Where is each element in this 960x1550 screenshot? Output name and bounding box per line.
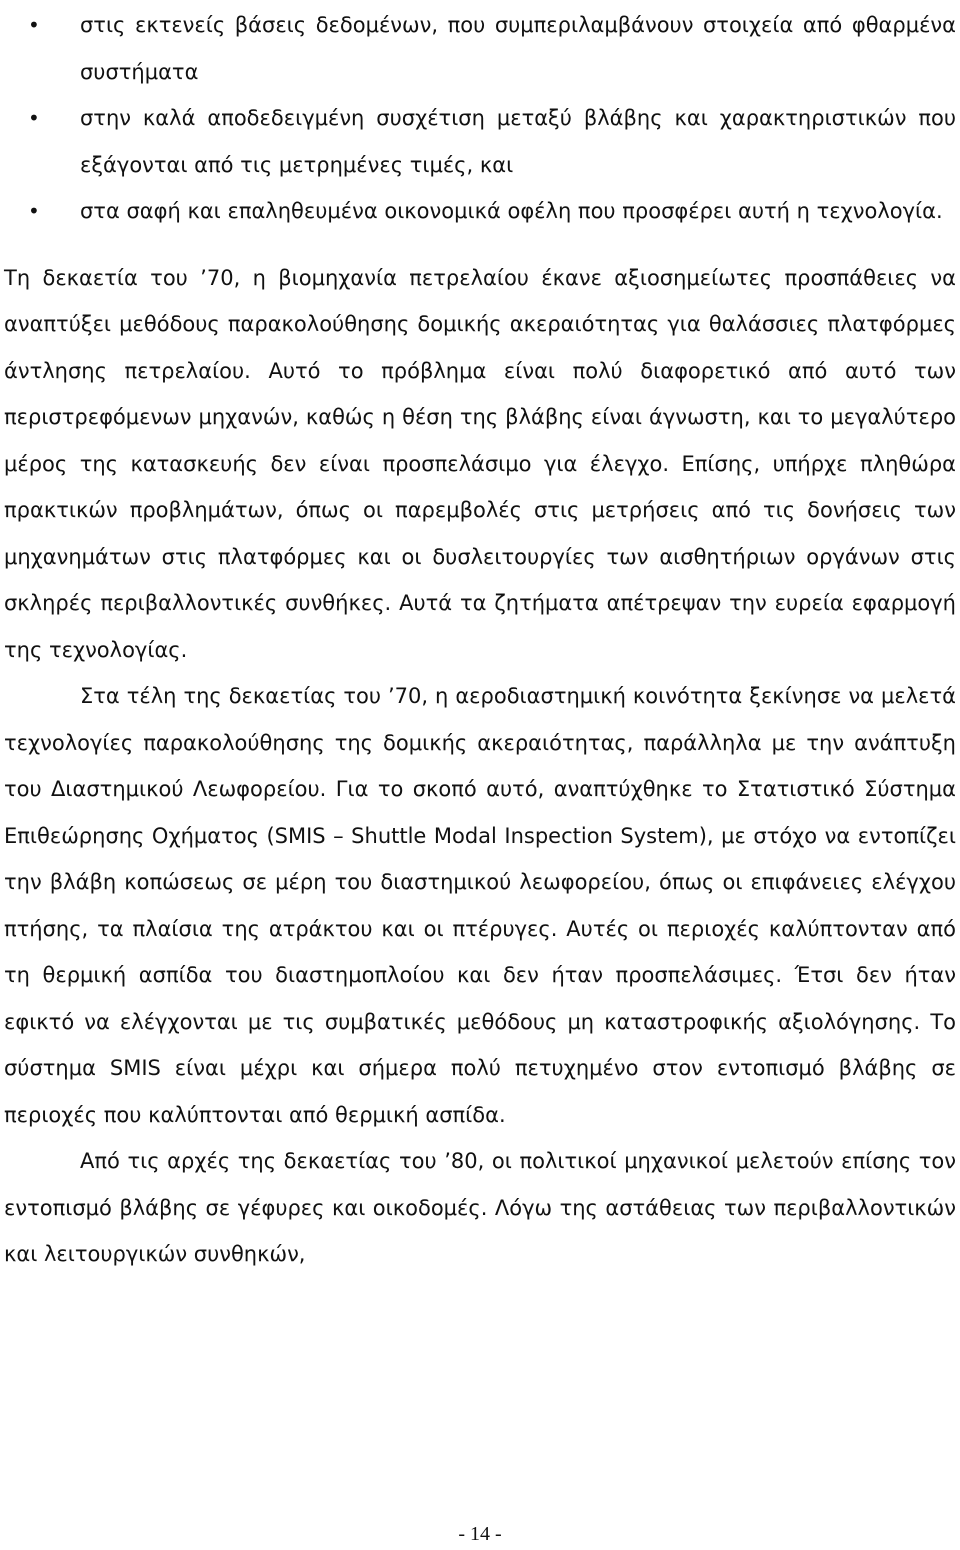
page-number: - 14 - bbox=[458, 1523, 502, 1545]
bullet-item: • στα σαφή και επαληθευμένα οικονομικά οφέλη που προσφέρει αυτή η τεχνολογία. bbox=[80, 188, 956, 235]
paragraph-oil-industry: Τη δεκαετία του ’70, η βιομηχανία πετρελαίου έκανε αξιοσημείωτες προσπάθειες να αναπτύξει μεθόδους παρακολούθησης δομικής ακεραιότητας για θαλάσσιες πλατφόρμες άντλησης πετρελαίου. Αυτό το πρόβλημα είναι πολύ διαφορετικό από αυτό των περιστρεφόμενων μηχανών, καθώς η θέση της βλάβης είναι άγνωστη, και το μεγαλύτερο μέρος της κατασκευής δεν είναι προσπελάσιμο για έλεγχο. Επίσης, υπήρχε πληθώρα πρακτικών προβλημάτων, όπως οι παρεμβολές στις μετρήσεις από τις δονήσεις των μηχανημάτων στις πλατφόρμες και οι δυσλειτουργίες των αισθητήριων οργάνων στις σκληρές περιβαλλοντικές συνθήκες. Αυτά τα ζητήματα απέτρεψαν την ευρεία εφαρμογή της τεχνολογίας. bbox=[4, 265, 956, 662]
paragraph-aerospace: Στα τέλη της δεκαετίας του ’70, η αεροδιαστημική κοινότητα ξεκίνησε να μελετά τεχνολογίες παρακολούθησης της δομικής ακεραιότητας, παράλληλα με την ανάπτυξη του Διαστημικού Λεωφορείου. Για το σκοπό αυτό, αναπτύχθηκε το Στατιστικό Σύστημα Επιθεώρησης Οχήματος (SMIS – Shuttle Modal Inspection System), με στόχο να εντοπίζει την βλάβη κοπώσεως σε μέρη του διαστημικού λεωφορείου, όπως οι επιφάνειες ελέγχου πτήσης, τα πλαίσια της ατράκτου και οι πτέρυγες. Αυτές οι περιοχές καλύπτονταν από τη θερμική ασπίδα του διαστημοπλοίου και δεν ήταν προσπελάσιμες. Έτσι δεν ήταν εφικτό να ελέγχονται με τις συμβατικές μεθόδους μη καταστροφικής αξιολόγησης. Το σύστημα SMIS είναι μέχρι και σήμερα πολύ πετυχημένο στον εντοπισμό βλάβης σε περιοχές που καλύπτονται από θερμική ασπίδα. bbox=[4, 684, 956, 1127]
bullet-item: • στην καλά αποδεδειγμένη συσχέτιση μεταξύ βλάβης και χαρακτηριστικών που εξάγονται από τις μετρημένες τιμές, και bbox=[80, 95, 956, 188]
bullet-item: • στις εκτενείς βάσεις δεδομένων, που συμπεριλαμβάνουν στοιχεία από φθαρμένα συστήματα bbox=[80, 2, 956, 95]
page-content bbox=[4, 2, 956, 1278]
bullet-list bbox=[4, 2, 956, 235]
paragraph-civil-engineering: Από τις αρχές της δεκαετίας του ’80, οι πολιτικοί μηχανικοί μελετούν επίσης τον εντοπισμό βλάβης σε γέφυρες και οικοδομές. Λόγω της αστάθειας των περιβαλλοντικών και λειτουργικών συνθηκών, bbox=[4, 1149, 956, 1266]
